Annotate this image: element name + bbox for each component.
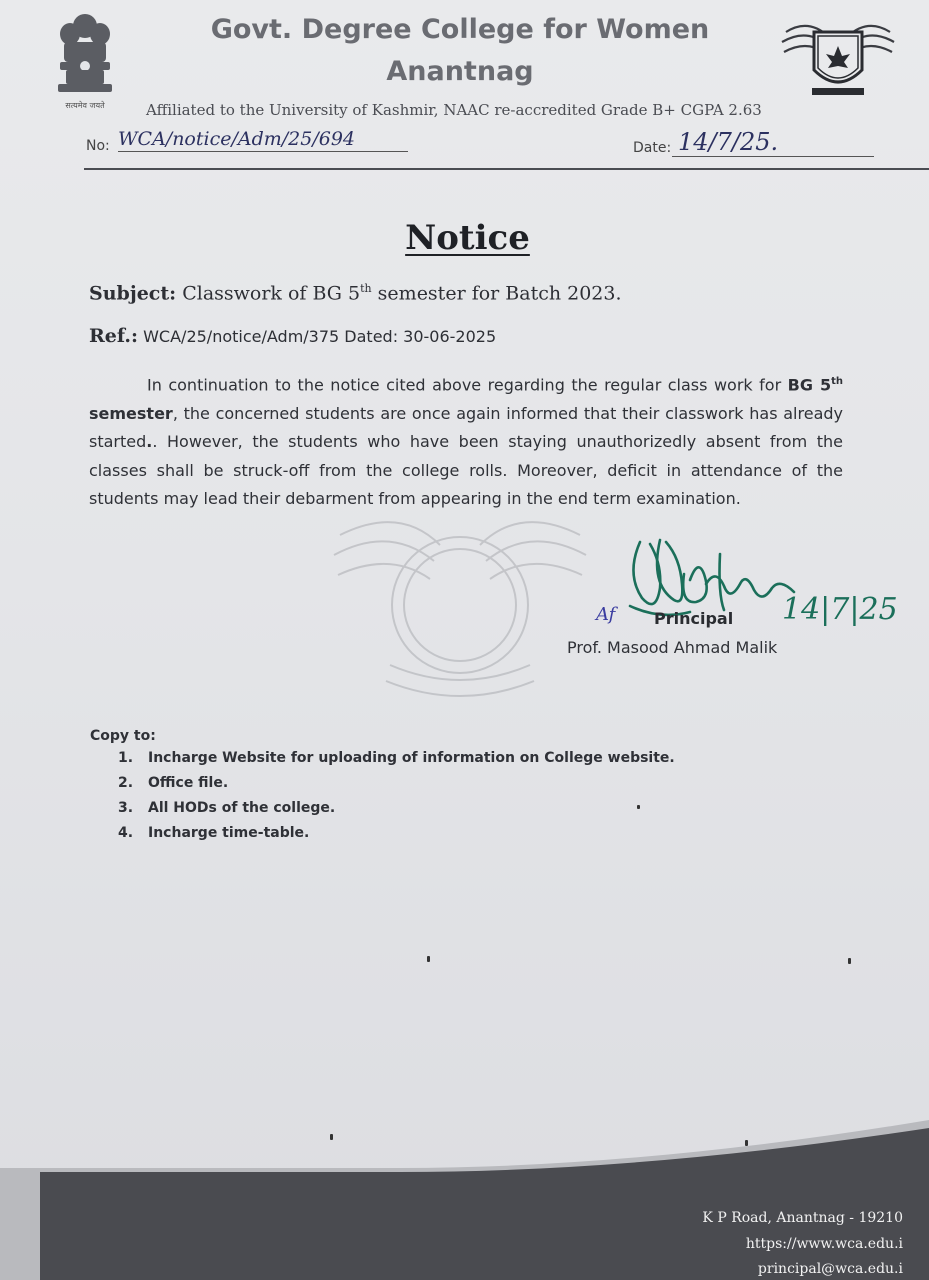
- subject-text: Classwork of BG 5: [182, 282, 361, 305]
- ref-text: WCA/25/notice/Adm/375 Dated: 30-06-2025: [143, 327, 497, 346]
- principal-name: Prof. Masood Ahmad Malik: [567, 638, 778, 657]
- signature-date: 14|7|25: [782, 592, 898, 627]
- copy-to-list: [118, 748, 675, 848]
- ref-label: Ref.:: [89, 325, 139, 347]
- header-divider: [84, 168, 929, 170]
- college-name: Govt. Degree College for Women: [210, 14, 710, 45]
- body-text-2: , the concerned students are once again informed that their classwork has already started: [89, 403, 843, 452]
- footer-website: https://www.wca.edu.i: [745, 1236, 903, 1252]
- reference-number-value: WCA/notice/Adm/25/694: [118, 128, 408, 152]
- footer-shape: [0, 1120, 929, 1280]
- reference-number-label: No:: [86, 138, 110, 154]
- copy-to-label: Copy to:: [90, 728, 156, 744]
- list-item: 4. Incharge time-table.: [118, 825, 310, 841]
- paper-speck: [427, 956, 430, 962]
- body-text-1: In continuation to the notice cited above regarding the regular class work for: [147, 375, 788, 395]
- national-emblem: [52, 6, 118, 114]
- footer-email: principal@wca.edu.i: [757, 1261, 903, 1277]
- subject-rest: semester for Batch 2023.: [371, 282, 622, 305]
- college-logo: [778, 12, 898, 104]
- footer-address: K P Road, Anantnag - 19210: [702, 1210, 903, 1226]
- body-bold-1: BG 5: [787, 375, 832, 395]
- subject-label: Subject:: [89, 282, 177, 305]
- emblem-caption: सत्यमेव जयते: [65, 101, 105, 110]
- footer-band: [0, 1120, 929, 1280]
- watermark-crest-icon: [330, 495, 590, 725]
- principal-designation: Principal: [654, 609, 734, 628]
- affiliation-line: Affiliated to the University of Kashmir, NAAC re-accredited Grade B+ CGPA 2.63: [146, 101, 762, 119]
- college-watermark: [330, 495, 590, 725]
- college-place: Anantnag: [386, 56, 534, 87]
- paper-speck: [848, 958, 851, 964]
- body-bold-2: semester: [89, 403, 173, 423]
- signature-initials: Af: [596, 604, 616, 625]
- reference-line: [89, 325, 809, 347]
- paper-speck: [637, 805, 640, 809]
- body-text-3: . However, the students who have been staying unauthorizedly absent from the classes shall be struck-off from the college rolls. Moreover, deficit in attendance of the students may lead their debarment from appearing in the end term examination.: [89, 432, 843, 508]
- subject-superscript: th: [360, 282, 372, 295]
- body-bold-superscript: th: [831, 376, 843, 387]
- list-item: 1. Incharge Website for uploading of information on College website.: [118, 750, 675, 766]
- subject-line: [89, 282, 809, 304]
- college-crest-icon: [778, 12, 898, 104]
- notice-body: In continuation to the notice cited above regarding the regular class work for BG 5th semester, the concerned students are once again informed that their classwork has already started.. However, the students who have been staying unauthorizedly absent from the classes shall be struck-off from the college rolls. Moreover, deficit in attendance of the students may lead their debarment from appearing in the end term examination.: [89, 375, 843, 508]
- lion-capital-icon: [52, 6, 118, 98]
- list-item: 2. Office file.: [118, 775, 229, 791]
- notice-title: Notice: [405, 218, 530, 258]
- date-label: Date:: [633, 140, 672, 156]
- date-value: 14/7/25.: [672, 128, 874, 157]
- list-item: 3. All HODs of the college.: [118, 800, 336, 816]
